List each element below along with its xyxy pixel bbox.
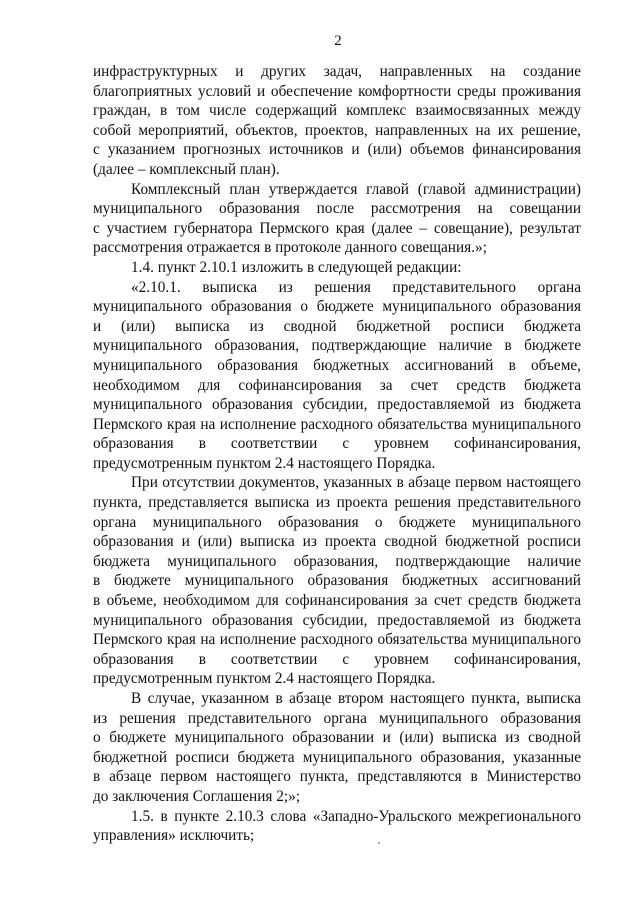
text-line: образования и (или) выписка из проекта сводной бюджетной росписи: [93, 533, 581, 551]
text-line: муниципального образования после рассмотрения на совещании: [93, 200, 581, 218]
text-line: органа муниципального образования о бюджете муниципального: [93, 513, 581, 531]
text-line: муниципального образования о бюджете муниципального образования: [93, 298, 581, 316]
paragraph: [93, 180, 581, 258]
text-line: и (или) выписка из сводной бюджетной росписи бюджета: [93, 317, 581, 335]
text-line: необходимом для софинансирования за счет средств бюджета: [93, 376, 581, 394]
text-line: бюджета муниципального образования, подтверждающие наличие: [93, 552, 581, 570]
text-line: инфраструктурных и других задач, направленных на создание: [93, 63, 581, 80]
text-line: Пермского края на исполнение расходного обязательства муниципального: [93, 631, 581, 649]
text-line: «2.10.1. выписка из решения представительного органа: [131, 278, 581, 296]
scan-dot: [378, 842, 380, 844]
text-line: 1.4. пункт 2.10.1 изложить в следующей редакции:: [131, 258, 462, 276]
paragraph: [93, 258, 581, 278]
text-line: в абзаце первом настоящего пункта, представляются в Министерство: [93, 768, 581, 786]
text-line: о бюджете муниципального образовании и (или) выписка из сводной: [93, 729, 581, 747]
text-line: муниципального образования субсидии, предоставляемой из бюджета: [93, 396, 581, 414]
text-line: благоприятных условий и обеспечение комфортности среды проживания: [93, 82, 581, 100]
paragraph: [93, 473, 581, 689]
text-line: муниципального образования субсидии, предоставляемой из бюджета: [93, 611, 581, 629]
document-body: [93, 62, 581, 846]
paragraph: [93, 689, 581, 807]
text-line: В случае, указанном в абзаце втором настоящего пункта, выписка: [131, 690, 581, 707]
text-line: пункта, представляется выписка из проекта решения представительного: [93, 494, 581, 512]
text-line: бюджетной росписи бюджета муниципального образования, указанные: [93, 748, 581, 766]
text-line: из решения представительного органа муниципального образования: [93, 709, 581, 727]
text-line: муниципального образования бюджетных ассигнований в объеме,: [93, 356, 581, 374]
text-line: управления» исключить;: [93, 827, 255, 845]
text-line: предусмотренным пунктом 2.4 настоящего Порядка.: [93, 670, 436, 688]
text-line: с участием губернатора Пермского края (далее – совещание), результат: [93, 219, 581, 237]
text-line: муниципального образования, подтверждающие наличие в бюджете: [93, 337, 581, 355]
text-line: с указанием прогнозных источников и (или) объемов финансирования: [93, 141, 581, 159]
text-line: до заключения Соглашения 2;»;: [93, 787, 301, 805]
text-line: граждан, в том числе содержащий комплекс взаимосвязанных между: [93, 102, 581, 120]
paragraph: [93, 62, 581, 180]
paragraph: [93, 807, 581, 846]
text-line: образования в соответствии с уровнем софинансирования,: [93, 435, 581, 453]
text-line: в бюджете муниципального образования бюджетных ассигнований: [93, 572, 581, 590]
document-page: [93, 32, 581, 846]
text-line: в объеме, необходимом для софинансирования за счет средств бюджета: [93, 592, 581, 610]
text-line: собой мероприятий, объектов, проектов, направленных на их решение,: [93, 121, 581, 139]
text-line: рассмотрения отражается в протоколе данного совещания.»;: [93, 239, 487, 257]
text-line: образования в соответствии с уровнем софинансирования,: [93, 650, 581, 668]
page-number: 2: [334, 33, 342, 49]
text-line: При отсутствии документов, указанных в абзаце первом настоящего: [131, 474, 581, 492]
paragraph: [93, 278, 581, 474]
text-line: Комплексный план утверждается главой (главой администрации): [131, 180, 581, 198]
text-line: 1.5. в пункте 2.10.3 слова «Западно-Уральского межрегионального: [131, 807, 581, 825]
text-line: Пермского края на исполнение расходного обязательства муниципального: [93, 415, 581, 433]
text-line: предусмотренным пунктом 2.4 настоящего Порядка.: [93, 454, 436, 472]
text-line: (далее – комплексный план).: [93, 160, 280, 178]
